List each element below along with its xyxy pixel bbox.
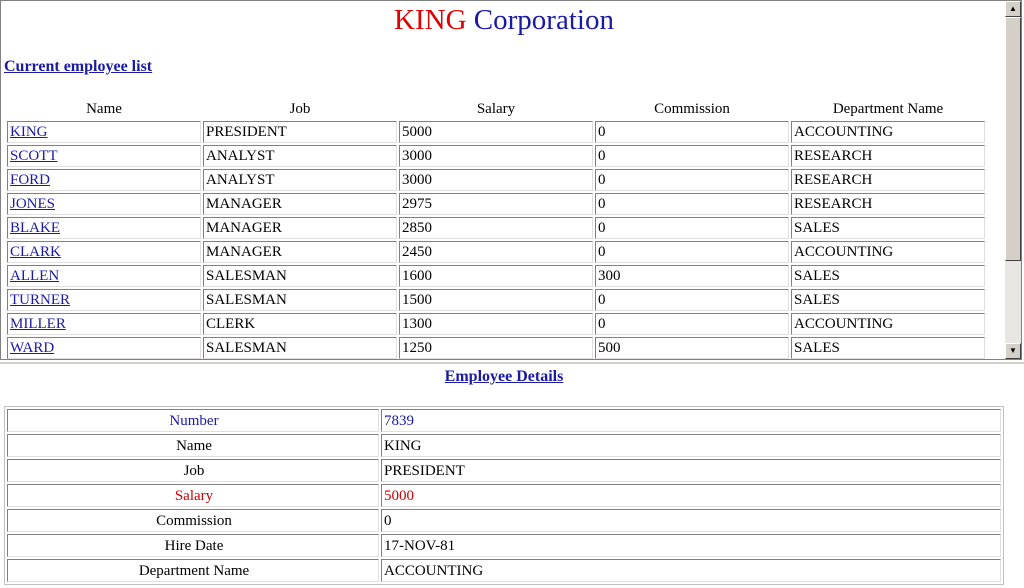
table-cell-salary: 2450 bbox=[399, 241, 593, 263]
employee-name-link[interactable]: ALLEN bbox=[10, 268, 60, 284]
table-cell-commission: 0 bbox=[595, 193, 789, 215]
table-row bbox=[7, 121, 985, 143]
scrollbar-track[interactable] bbox=[1005, 261, 1021, 343]
scroll-up-arrow-icon[interactable]: ▲ bbox=[1005, 1, 1021, 17]
employee-name-link[interactable]: BLAKE bbox=[10, 220, 60, 236]
table-cell-name bbox=[7, 241, 201, 263]
detail-value: 0 bbox=[381, 509, 1001, 532]
title-corporation: Corporation bbox=[473, 4, 614, 36]
detail-value: 5000 bbox=[381, 484, 1001, 507]
table-cell-job: SALESMAN bbox=[203, 265, 397, 287]
table-row bbox=[7, 313, 985, 335]
employee-name-link[interactable]: JONES bbox=[10, 196, 56, 212]
table-cell-dept: SALES bbox=[791, 289, 985, 311]
detail-value: 7839 bbox=[381, 409, 1001, 432]
employee-table bbox=[5, 97, 987, 359]
employee-details-link[interactable]: Employee Details bbox=[444, 368, 564, 385]
table-cell-salary: 2975 bbox=[399, 193, 593, 215]
detail-row-job bbox=[7, 459, 1001, 482]
detail-label: Commission bbox=[7, 509, 379, 532]
table-cell-salary: 3000 bbox=[399, 145, 593, 167]
table-cell-name bbox=[7, 193, 201, 215]
detail-row-hire-date bbox=[7, 534, 1001, 557]
table-row bbox=[7, 337, 985, 359]
table-cell-job: ANALYST bbox=[203, 145, 397, 167]
detail-value: PRESIDENT bbox=[381, 459, 1001, 482]
detail-label: Salary bbox=[7, 484, 379, 507]
detail-value: KING bbox=[381, 434, 1001, 457]
table-cell-dept: SALES bbox=[791, 217, 985, 239]
detail-label: Hire Date bbox=[7, 534, 379, 557]
employee-name-link[interactable]: SCOTT bbox=[10, 148, 58, 164]
detail-label: Number bbox=[7, 409, 379, 432]
page-title bbox=[1, 3, 1007, 37]
table-cell-commission: 0 bbox=[595, 169, 789, 191]
employee-name-link[interactable]: KING bbox=[10, 124, 48, 140]
table-row bbox=[7, 241, 985, 263]
table-cell-job: MANAGER bbox=[203, 241, 397, 263]
table-cell-commission: 300 bbox=[595, 265, 789, 287]
employee-name-link[interactable]: MILLER bbox=[10, 316, 66, 332]
table-cell-commission: 0 bbox=[595, 121, 789, 143]
table-cell-commission: 0 bbox=[595, 217, 789, 239]
employee-details-frame bbox=[0, 362, 1024, 588]
table-cell-job: PRESIDENT bbox=[203, 121, 397, 143]
title-company-name: KING bbox=[394, 4, 467, 36]
employee-name-link[interactable]: TURNER bbox=[10, 292, 70, 308]
table-row bbox=[7, 289, 985, 311]
table-cell-dept: SALES bbox=[791, 337, 985, 359]
table-cell-dept: RESEARCH bbox=[791, 193, 985, 215]
detail-value: 17-NOV-81 bbox=[381, 534, 1001, 557]
employee-details-table bbox=[4, 406, 1004, 585]
table-cell-salary: 1250 bbox=[399, 337, 593, 359]
detail-label: Name bbox=[7, 434, 379, 457]
table-cell-name bbox=[7, 145, 201, 167]
table-cell-salary: 3000 bbox=[399, 169, 593, 191]
table-cell-salary: 5000 bbox=[399, 121, 593, 143]
col-header-salary: Salary bbox=[476, 100, 516, 117]
employee-name-link[interactable]: FORD bbox=[10, 172, 51, 188]
table-cell-job: ANALYST bbox=[203, 169, 397, 191]
table-cell-job: SALESMAN bbox=[203, 289, 397, 311]
table-cell-name bbox=[7, 169, 201, 191]
table-cell-name bbox=[7, 217, 201, 239]
table-cell-name bbox=[7, 265, 201, 287]
table-cell-dept: SALES bbox=[791, 265, 985, 287]
table-cell-commission: 0 bbox=[595, 313, 789, 335]
col-header-commission: Commission bbox=[654, 100, 730, 117]
table-row bbox=[7, 145, 985, 167]
employee-name-link[interactable]: WARD bbox=[10, 340, 55, 356]
table-cell-name bbox=[7, 121, 201, 143]
table-cell-commission: 0 bbox=[595, 289, 789, 311]
detail-row-name bbox=[7, 434, 1001, 457]
table-cell-name bbox=[7, 337, 201, 359]
table-cell-salary: 1500 bbox=[399, 289, 593, 311]
detail-row-department bbox=[7, 559, 1001, 582]
detail-label: Department Name bbox=[7, 559, 379, 582]
detail-value: ACCOUNTING bbox=[381, 559, 1001, 582]
employee-name-link[interactable]: CLARK bbox=[10, 244, 61, 260]
employee-table-header bbox=[7, 99, 985, 119]
table-cell-dept: ACCOUNTING bbox=[791, 121, 985, 143]
table-cell-commission: 0 bbox=[595, 241, 789, 263]
table-row bbox=[7, 193, 985, 215]
scrollbar-thumb[interactable] bbox=[1005, 17, 1021, 261]
table-cell-job: CLERK bbox=[203, 313, 397, 335]
employee-list-content bbox=[1, 1, 1007, 359]
table-row bbox=[7, 265, 985, 287]
detail-label: Job bbox=[7, 459, 379, 482]
detail-row-salary bbox=[7, 484, 1001, 507]
employee-table-body bbox=[7, 121, 985, 359]
vertical-scrollbar[interactable] bbox=[1005, 1, 1021, 359]
current-employee-list-link[interactable]: Current employee list bbox=[4, 58, 153, 75]
table-cell-commission: 0 bbox=[595, 145, 789, 167]
scroll-down-arrow-icon[interactable]: ▼ bbox=[1005, 343, 1021, 359]
table-cell-job: SALESMAN bbox=[203, 337, 397, 359]
table-cell-dept: ACCOUNTING bbox=[791, 313, 985, 335]
table-cell-salary: 1600 bbox=[399, 265, 593, 287]
table-cell-job: MANAGER bbox=[203, 193, 397, 215]
table-cell-name bbox=[7, 313, 201, 335]
table-cell-dept: RESEARCH bbox=[791, 169, 985, 191]
table-cell-salary: 1300 bbox=[399, 313, 593, 335]
employee-details-heading bbox=[0, 368, 1008, 386]
table-cell-dept: RESEARCH bbox=[791, 145, 985, 167]
table-row bbox=[7, 169, 985, 191]
col-header-name: Name bbox=[86, 100, 122, 117]
detail-row-number bbox=[7, 409, 1001, 432]
table-row bbox=[7, 217, 985, 239]
detail-row-commission bbox=[7, 509, 1001, 532]
table-cell-name bbox=[7, 289, 201, 311]
col-header-job: Job bbox=[289, 100, 311, 117]
table-cell-salary: 2850 bbox=[399, 217, 593, 239]
table-cell-job: MANAGER bbox=[203, 217, 397, 239]
col-header-department: Department Name bbox=[832, 100, 944, 117]
table-cell-commission: 500 bbox=[595, 337, 789, 359]
table-cell-dept: ACCOUNTING bbox=[791, 241, 985, 263]
